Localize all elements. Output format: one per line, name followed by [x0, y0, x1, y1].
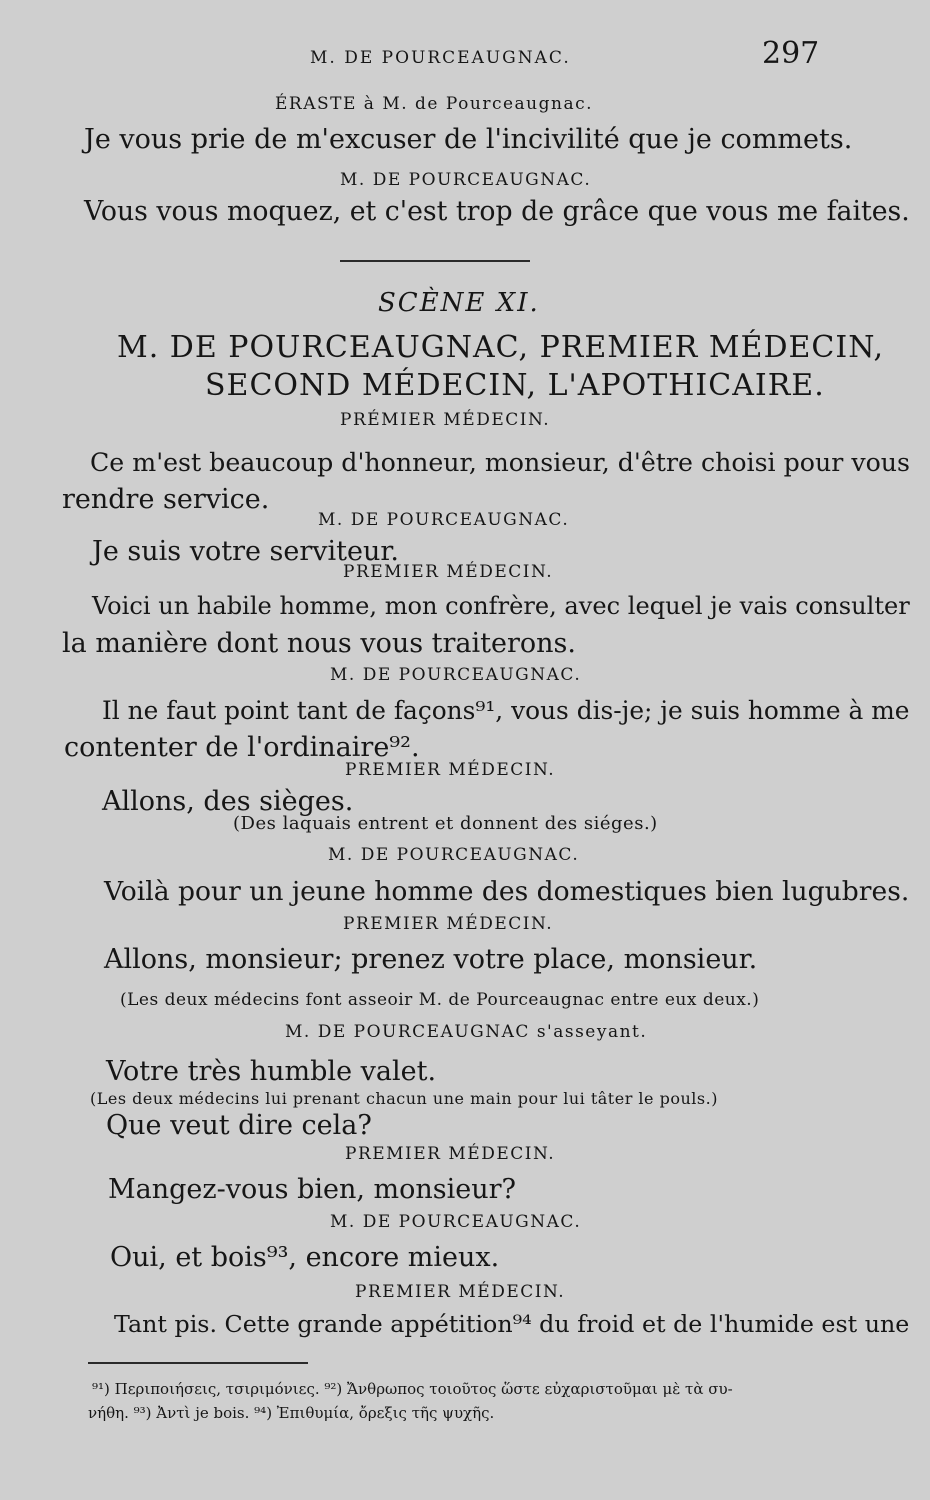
speaker-premier-medecin: PREMIER MÉDECIN.	[345, 1144, 556, 1164]
speaker-pourceaugnac: M. DE POURCEAUGNAC.	[318, 510, 570, 530]
dialogue-line: Que veut dire cela?	[106, 1110, 372, 1141]
dialogue-line: Je vous prie de m'excuser de l'incivilité que je commets.	[84, 124, 853, 155]
dialogue-line: Allons, des sièges.	[102, 786, 354, 817]
running-title: M. DE POURCEAUGNAC.	[310, 48, 571, 68]
speaker-premier-medecin: PRÉMIER MÉDECIN.	[340, 410, 551, 430]
speaker-premier-medecin: PREMIER MÉDECIN.	[355, 1282, 566, 1302]
dialogue-line: Voilà pour un jeune homme des domestiques bien lugubres.	[104, 876, 910, 907]
speaker-pourceaugnac: M. DE POURCEAUGNAC.	[328, 845, 580, 865]
page-number: 297	[762, 36, 820, 71]
speaker-pourceaugnac: M. DE POURCEAUGNAC.	[340, 170, 592, 190]
dialogue-line: Vous vous moquez, et c'est trop de grâce que vous me faites.	[84, 196, 910, 227]
speaker-eraste: ÉRASTE à M. de Pourceaugnac.	[275, 94, 594, 114]
section-divider	[340, 260, 530, 262]
speaker-premier-medecin: PREMIER MÉDECIN.	[345, 760, 556, 780]
dialogue-line: Oui, et bois⁹³, encore mieux.	[110, 1242, 500, 1273]
cast-list-line-1: M. DE POURCEAUGNAC, PREMIER MÉDECIN,	[117, 330, 885, 365]
speaker-premier-medecin: PREMIER MÉDECIN.	[343, 562, 554, 582]
speaker-pourceaugnac: M. DE POURCEAUGNAC.	[330, 665, 582, 685]
dialogue-line: Je suis votre serviteur.	[92, 536, 399, 567]
speaker-pourceaugnac: M. DE POURCEAUGNAC s'asseyant.	[285, 1022, 648, 1042]
speaker-pourceaugnac: M. DE POURCEAUGNAC.	[330, 1212, 582, 1232]
dialogue-line: Ce m'est beaucoup d'honneur, monsieur, d'être choisi pour vous	[90, 448, 910, 477]
scene-heading: SCÈNE XI.	[378, 288, 540, 318]
dialogue-line: la manière dont nous vous traiterons.	[62, 628, 576, 659]
speaker-premier-medecin: PREMIER MÉDECIN.	[343, 914, 554, 934]
dialogue-line: Mangez-vous bien, monsieur?	[108, 1174, 517, 1205]
cast-list-line-2: SECOND MÉDECIN, L'APOTHICAIRE.	[205, 368, 825, 403]
dialogue-line: Il ne faut point tant de façons⁹¹, vous dis-je; je suis homme à me	[102, 696, 910, 725]
stage-direction: (Les deux médecins lui prenant chacun une main pour lui tâter le pouls.)	[90, 1089, 718, 1108]
dialogue-line: Allons, monsieur; prenez votre place, monsieur.	[104, 944, 758, 975]
dialogue-line: rendre service.	[62, 484, 270, 515]
stage-direction: (Des laquais entrent et donnent des siéges.)	[233, 813, 658, 834]
dialogue-line: contenter de l'ordinaire⁹².	[64, 732, 420, 763]
footnote-line-2: νήθη. ⁹³) Ἀντὶ je bois. ⁹⁴) Ἐπιθυμία, ὄρεξις τῆς ψυχῆς.	[88, 1404, 495, 1422]
dialogue-line: Votre très humble valet.	[106, 1056, 437, 1087]
dialogue-line: Tant pis. Cette grande appétition⁹⁴ du froid et de l'humide est une	[114, 1310, 910, 1338]
footnote-line-1: ⁹¹) Περιποιήσεις, τσιριμόνιες. ⁹²) Ἄνθρωπος τοιοῦτος ὥστε εὐχαριστοῦμαι μὲ τὰ συ-	[92, 1380, 733, 1398]
dialogue-line: Voici un habile homme, mon confrère, avec lequel je vais consulter	[92, 592, 910, 620]
footnote-divider	[88, 1362, 308, 1364]
stage-direction: (Les deux médecins font asseoir M. de Pourceaugnac entre eux deux.)	[120, 990, 760, 1010]
